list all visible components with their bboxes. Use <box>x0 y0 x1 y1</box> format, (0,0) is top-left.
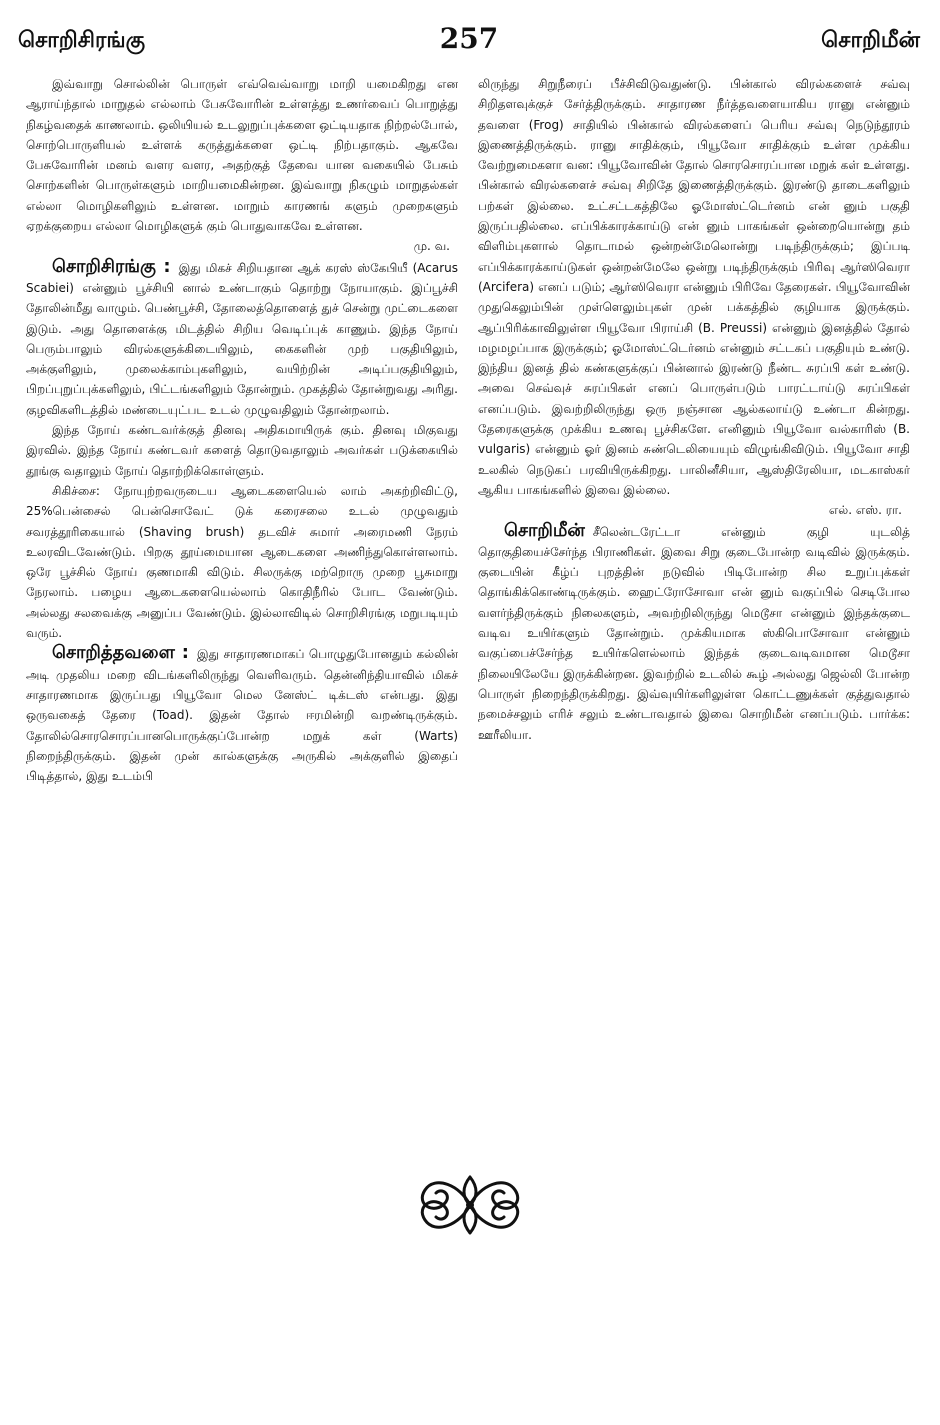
author-initials: எல். எஸ். ரா. <box>828 503 902 518</box>
paragraph: இவ்வாறு சொல்லின் பொருள் எவ்வெவ்வாறு மாறி யமைகிறது என ஆராய்ந்தால் மாறுதல் எல்லாம் பேசுவோரின் உள்ளத்து உணர்வைப் பொறுத்து நிகழ்வதைக் காணலாம். ஒலியியல் உடலுறுப்புக்களை ஒட்டியதாக நிற்றல்போல், சொற்பொருளியல் உள்ளக் கருத்துக்களை ஒட்டி நிற்பதாகும். ஆகவே பேசுவோரின் மனம் வளர வளர, அதற்குத் தேவை யான வகையில் பேசும் சொற்களின் பொருள்களும் மாறியமைகின்றன. இவ்வாறு நிகழும் மாறுதல்கள் எல்லா மொழிகளிலும் உள்ளன. மாறும் காரணங் களும் முறைகளும் ஏறக்குறைய எல்லா மொழிகளுக் கும் பொதுவாகவே உள்ளன. <box>26 77 458 234</box>
entry-scabies <box>26 257 458 420</box>
paragraph-treatment: சிகிச்சை: நோயுற்றவருடைய ஆடைகளையெல் லாம் அகற்றிவிட்டு, 25%பென்சைல் பென்சொவேட் டுக் கரைசலை உடல் முழுவதும் சவரத்தூரிகையால் (Shaving brush) தடவிச் சுமார் அரைமணி நேரம் உலரவிடவேண்டும். பிறகு தூய்மையான ஆடைகளை அணிந்துகொள்ளலாம். ஒரே பூச்சில் நோய் குணமாகி விடும். சிலருக்கு மற்றொரு முறை பூசுமாறு நேரலாம். பழைய ஆடைகளையெல்லாம் கொதிநீரில் போட வேண்டும். அல்லது சலவைக்கு அனுப்ப வேண்டும். இல்லாவிடில் சொறிசிரங்கு மறுபடியும் வரும். <box>26 483 458 641</box>
right-column <box>478 74 910 774</box>
running-head-left: சொறிசிரங்கு <box>18 28 146 53</box>
entry-text: இது மிகச் சிறியதான ஆக் கரஸ் ஸ்கேபியீ (Acarus Scabiei) என்னும் பூச்சியி னால் உண்டாகும் தொற்று நோயாகும். இப்பூச்சி தோலின்மீது வாழும். பெண்பூச்சி, தோலைத்தொளைத் துச் சென்று முட்டைகளை இடும். அது தொளைக்கு மிடத்தில் சிறிய வெடிப்புக் காணும். இந்த நோய் பெரும்பாலும் விரல்களுக்கிடையிலும், கைகளின் முற் பகுதியிலும், அக்குளிலும், முலைக்காம்புகளிலும், வயிற்றின் அடிப்பகுதியிலும், பிறப்புறுப்புக்களிலும், பிட்டங்களிலும் தோன்றும். முகத்தில் தோன்றுவது அரிது. குழவிகளிடத்தில் மண்டையுட்பட உடல் முழுவதிலும் தோன்றலாம். <box>26 260 458 417</box>
entry-heading: சொறிசிரங்கு : <box>52 255 171 277</box>
page-header <box>18 22 920 62</box>
running-head-right: சொறிமீன் <box>821 28 920 53</box>
page-number: 257 <box>439 22 499 55</box>
paragraph-continued: லிருந்து சிறுநீரைப் பீச்சிவிடுவதுண்டு. பின்கால் விரல்களைச் சவ்வு சிறிதளவுக்குச் சேர்த்திருக்கும். சாதாரண நீர்த்தவளையாகிய ரானு என்னும் தவளை (Frog) சாதியில் பின்கால் விரல்களைப் பெரிய சவ்வு நெடுந்தூரம் இணைத்திருக்கும். ரானு சாதிக்கும், பியூவோ சாதிக்கும் உள்ள முக்கிய வேற்றுமைகளா வன: பியூவோவின் தோல் சொரசொரப்பான மறுக் கள் உள்ளது. பின்கால் விரல்களைச் சவ்வு சிறிதே இணைத்திருக்கும். இரண்டு தாடைகளிலும் பற்கள் இல்லை. உட்சட்டகத்திலே ஓமோஸ்ட்டெர்னம் என் னும் பகுதி இருப்பதில்லை. எப்பிக்காரக்காய்டு என் னும் பாகங்கள் ஒன்றையொன்று தம் விளிம்புகளால் தொடாமல் ஒன்றன்மேலொன்று படிந்திருக்கும்; இப்படி எப்பிக்காரக்காய்டுகள் ஒன்றன்மேலே ஒன்று படிந்திருக்கும் பிரிவு ஆர்ஸிவெரா (Arcifera) எனப் படும்; ஆர்ஸிவெரா என்னும் பிரிவே தேரைகள். பியூவோவின் முதுகெலும்பின் முள்ளெலும்புகள் முன் பக்கத்தில் குழியாக இருக்கும். ஆப்பிரிக்காவிலுள்ள பியூவோ பிராய்சி (B. Preussi) என்னும் இனத்தில் தோல் மழமழப்பாக இருக்கும்; ஓமோஸ்ட்டெர்னம் என்னும் சட்டகப் பகுதியும் உண்டு. இந்திய இனத் தில் கண்களுக்குப் பின்னால் இரண்டு நீண்ட சுரப்பி கள் உண்டு. அவை செவ்வுச் சுரப்பிகள் எனப் பொருள்படும் பாரட்டாய்டு சுரப்பிகள் எனப்படும். இவற்றிலிருந்து ஒரு நஞ்சான ஆல்கலாய்டு உண்டா கின்றது. தேரைகளுக்கு முக்கிய உணவு பூச்சிகளே. எனினும் பியூவோ வல்காரிஸ் (B. vulgaris) என்னும் ஓர் இனம் சுண்டெலியையும் விழுங்கிவிடும். பியூவோ சாதி உலகில் நெடுகப் பரவியிருக்கிறது. பாலினீசியா, ஆஸ்திரேலியா, மடகாஸ்கர் ஆகிய பாகங்களில் இவை இல்லை. <box>478 77 910 497</box>
entry-heading: சொறித்தவளை : <box>52 642 189 664</box>
author-initials: மு. வ. <box>413 239 450 254</box>
entry-jellyfish <box>478 521 910 745</box>
floral-ornament-icon <box>400 1165 540 1245</box>
paragraph: இந்த நோய் கண்டவர்க்குத் தினவு அதிகமாயிருக் கும். தினவு மிகுவது இரவில். இந்த நோய் கண்டவர் களைத் தொடுவதாலும் அவர்கள் படுக்கையில் தூங்கு வதாலும் நோய் தொற்றிக்கொள்ளும். <box>26 423 458 478</box>
entry-heading: சொறிமீன் <box>504 519 585 541</box>
entry-text: இது சாதாரணமாகப் பொழுதுபோனதும் கல்லின் அடி முதலிய மறை விடங்களிலிருந்து வெளிவரும். தென்னிந்தியாவில் மிகச் சாதாரணமாக இருப்பது பியூவோ மெல னேஸ்ட் டிக்டஸ் என்பது. இது ஒருவகைத் தேரை (Toad). இதன் தோல் ஈரமின்றி வறண்டிருக்கும். தோலில்சொரசொரப்பானபொருக்குப்போன்ற மறுக் கள் (Warts) நிறைந்திருக்கும். இதன் முன் கால்களுக்கு அருகில் அக்குளில் இதைப் பிடித்தால், இது உடம்பி <box>26 647 458 784</box>
entry-text: சீலென்டரேட்டா என்னும் குழி யுடலித் தொகுதியைச்சேர்ந்த பிராணிகள். இவை சிறு குடைபோன்ற வடிவில் இருக்கும். குடையின் கீழ்ப் புறத்தின் நடுவில் பிடிபோன்ற சில உறுப்புக்கள் தொங்கிக்கொண்டிருக்கும். ஹைட்ரோசோவா என் னும் வகுப்பில் செடிபோல வளர்ந்திருக்கும் நிலைகளும், அவற்றிலிருந்து மெடூசா என்னும் இந்தக்குடை வடிவ உயிர்களும் தோன்றும். முக்கியமாக ஸ்கிபொசோவா என்னும் வகுப்பைச்சேர்ந்த உயிர்களெல்லாம் இந்தக் குடைவடிவமான மெடூசா நிலையிலேயே இருக்கின்றன. இவற்றில் உடலில் கூழ் அல்லது ஜெல்லி போன்ற பொருள் நிறைந்திருக்கிறது. இவ்வுயிர்களிலுள்ள கொட்டணுக்கள் குத்துவதால் நமைச்சலும் எரிச் சலும் உண்டாவதால் இவை சொறிமீன் எனப்படும். <box>478 524 910 722</box>
see-also: பார்க்க: ஊரீலியா. <box>478 707 910 742</box>
left-column <box>26 74 458 874</box>
entry-toad <box>26 643 458 786</box>
